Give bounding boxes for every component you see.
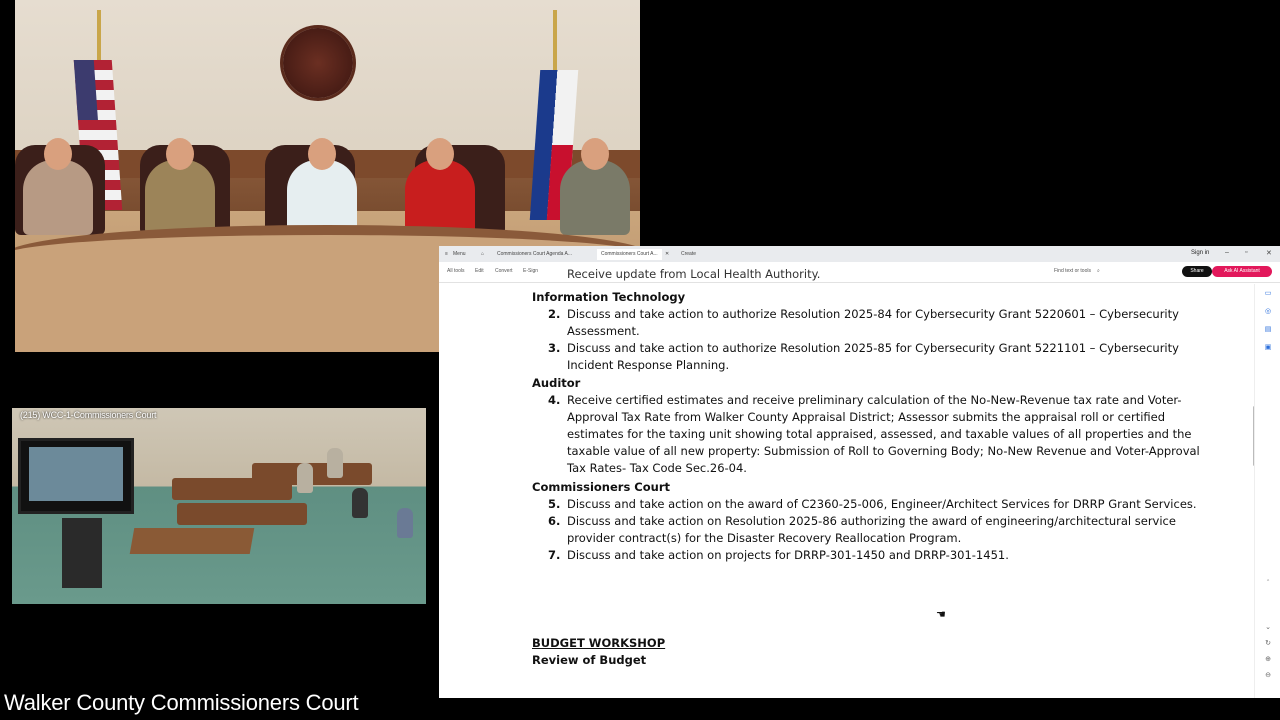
attachment-icon[interactable]: ▣ bbox=[1264, 344, 1272, 351]
close-icon[interactable]: ✕ bbox=[665, 251, 670, 257]
item-number: 5. bbox=[548, 497, 561, 511]
zoom-in-icon[interactable]: ⊕ bbox=[1265, 656, 1271, 663]
ai-assistant-button[interactable]: Ask AI Assistant bbox=[1212, 266, 1272, 277]
refresh-icon[interactable]: ↻ bbox=[1265, 640, 1271, 647]
comment-icon[interactable]: ▭ bbox=[1264, 290, 1272, 297]
commissioner bbox=[23, 160, 93, 235]
gallery-camera-label: (215) WCC-1-Commissioners Court bbox=[20, 410, 157, 420]
toolbar-edit[interactable]: Edit bbox=[475, 268, 484, 274]
commissioner bbox=[560, 160, 630, 235]
agenda-line: Discuss and take action on Resolution 2025-86 authorizing the award of engineering/architectural service bbox=[567, 514, 1176, 528]
sign-in-button[interactable]: Sign in bbox=[1191, 250, 1210, 256]
budget-workshop-heading: BUDGET WORKSHOP bbox=[532, 636, 666, 650]
agenda-line: Assessment. bbox=[567, 324, 640, 338]
toolbar-esign[interactable]: E-Sign bbox=[523, 268, 539, 274]
close-icon[interactable]: ✕ bbox=[1266, 250, 1272, 257]
budget-review-heading: Review of Budget bbox=[532, 653, 647, 667]
counsel-table bbox=[130, 528, 255, 554]
chevron-down-icon[interactable]: ⌄ bbox=[1265, 624, 1271, 631]
minimize-icon[interactable]: – bbox=[1225, 249, 1229, 256]
county-seal bbox=[283, 28, 353, 98]
find-text-input[interactable]: Find text or tools bbox=[1054, 268, 1091, 274]
agenda-line: provider contract(s) for the Disaster Recovery Reallocation Program. bbox=[567, 531, 962, 545]
agenda-line: Discuss and take action to authorize Resolution 2025-84 for Cybersecurity Grant 5220601 – Cybersecurity bbox=[567, 307, 1179, 321]
tab-create[interactable]: Create bbox=[681, 251, 697, 257]
item-number: 3. bbox=[548, 341, 561, 355]
cursor-hand-icon: ☚ bbox=[936, 608, 946, 621]
agenda-line: Tax Rates- Tax Code Sec.26-04. bbox=[567, 461, 747, 475]
item-number: 2. bbox=[548, 307, 561, 321]
agenda-line: Discuss and take action on projects for DRRP-301-1450 and DRRP-301-1451. bbox=[567, 548, 1009, 562]
agenda-line: taxable value of all new property: Submission of Roll to Governing Body; No-New Revenue and Voter-Approval bbox=[567, 444, 1200, 458]
search-icon[interactable]: ⌕ bbox=[1097, 268, 1100, 274]
agenda-line: Approval Tax Rate from Walker County Appraisal District; Assessor submits the appraisal roll or certified bbox=[567, 410, 1166, 424]
agenda-line: Discuss and take action on the award of C2360-25-006, Engineer/Architect Services for DRRP Grant Services. bbox=[567, 497, 1197, 511]
pages-icon[interactable]: ▤ bbox=[1264, 326, 1272, 333]
tab-menu[interactable]: Menu bbox=[453, 251, 466, 257]
agenda-cut-line: Receive update from Local Health Authority. bbox=[567, 267, 821, 281]
tab-agenda-1[interactable]: Commissioners Court Agenda A... bbox=[497, 251, 573, 257]
toolbar-all-tools[interactable]: All tools bbox=[447, 268, 465, 274]
share-button[interactable]: Share bbox=[1182, 266, 1212, 277]
agenda-line: Receive certified estimates and receive preliminary calculation of the No-New-Revenue tax rate and Voter- bbox=[567, 393, 1182, 407]
home-icon[interactable]: ⌂ bbox=[481, 251, 485, 257]
attendee bbox=[297, 463, 313, 493]
agenda-line: Discuss and take action to authorize Resolution 2025-85 for Cybersecurity Grant 5221101 – Cybersecurity bbox=[567, 341, 1179, 355]
item-number: 6. bbox=[548, 514, 561, 528]
zoom-out-icon[interactable]: ⊖ bbox=[1265, 672, 1271, 679]
right-tool-sidebar bbox=[1254, 284, 1280, 698]
equipment-cabinet bbox=[62, 518, 102, 588]
meeting-title: Walker County Commissioners Court bbox=[4, 690, 359, 715]
item-number: 4. bbox=[548, 393, 561, 407]
commissioner bbox=[145, 160, 215, 235]
gallery-camera-feed bbox=[12, 408, 426, 604]
gallery-bench bbox=[177, 503, 307, 525]
page-up-icon[interactable]: ‸ bbox=[1266, 574, 1270, 581]
maximize-icon[interactable]: ▫ bbox=[1245, 249, 1248, 256]
toolbar-convert[interactable]: Convert bbox=[495, 268, 513, 274]
section-heading: Commissioners Court bbox=[532, 480, 670, 494]
acrobat-toolbar bbox=[439, 262, 1280, 283]
bookmark-icon[interactable]: ◎ bbox=[1264, 308, 1272, 315]
agenda-line: Incident Response Planning. bbox=[567, 358, 730, 372]
agenda-line: estimates for the taxing unit showing total appraised, assessed, and taxable values of all properties and the bbox=[567, 427, 1192, 441]
section-heading: Auditor bbox=[532, 376, 581, 390]
section-heading: Information Technology bbox=[532, 290, 686, 304]
menu-icon[interactable]: ≡ bbox=[445, 251, 448, 257]
commissioner bbox=[405, 160, 475, 235]
attendee bbox=[352, 488, 368, 518]
attendee bbox=[327, 448, 343, 478]
county-judge bbox=[287, 160, 357, 235]
attendee bbox=[397, 508, 413, 538]
item-number: 7. bbox=[548, 548, 561, 562]
browser-window bbox=[439, 246, 1280, 698]
video-monitor bbox=[18, 438, 134, 514]
tab-agenda-2[interactable]: Commissioners Court A... bbox=[597, 249, 662, 260]
tab-bar bbox=[439, 246, 1280, 262]
